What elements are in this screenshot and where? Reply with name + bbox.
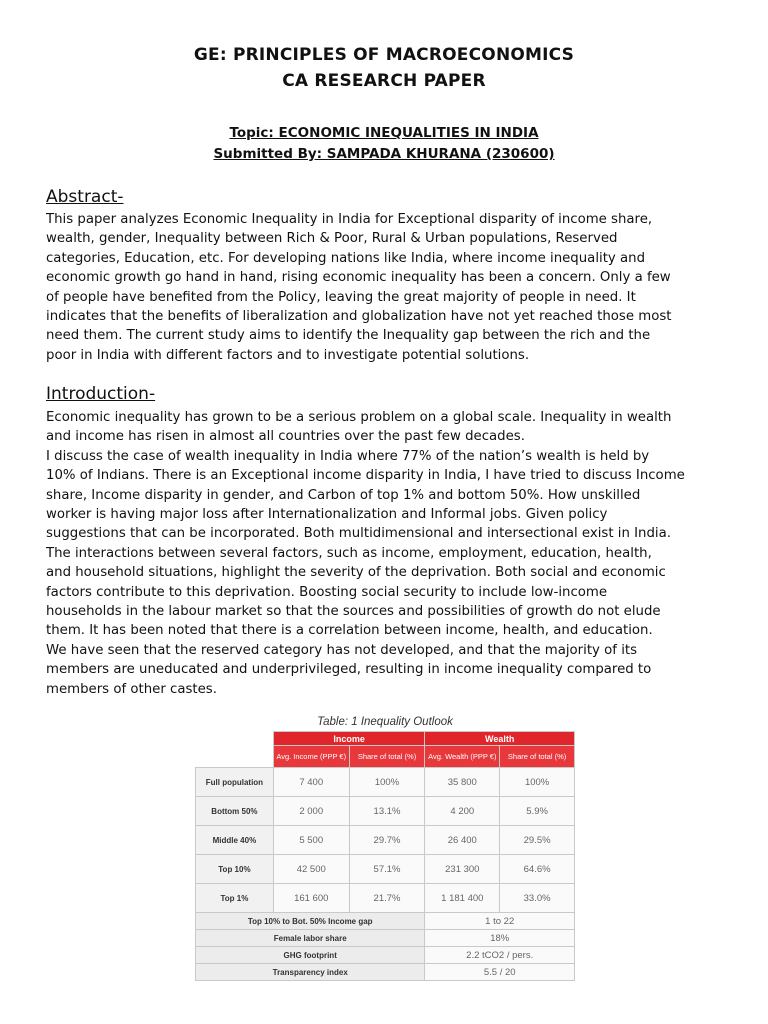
intro-line: 10% of Indians. There is an Exceptional income disparity in India, I have tried to discuss Income <box>46 468 685 484</box>
income-share-cell: 100% <box>349 768 425 797</box>
avg-income-header: Avg. Income (PPP €) <box>273 746 349 768</box>
intro-line: factors contribute to this deprivation. Boosting social security to include low-income <box>46 584 608 600</box>
income-share-cell: 57.1% <box>349 855 425 884</box>
table-corner <box>196 732 274 746</box>
wealth-share-cell: 100% <box>500 768 575 797</box>
abstract-heading: Abstract- <box>46 187 124 207</box>
summary-row <box>196 964 575 981</box>
intro-line: share, Income disparity in gender, and Carbon of top 1% and bottom 50%. How unskilled <box>46 487 641 503</box>
income-share-cell: 29.7% <box>349 826 425 855</box>
row-label: Middle 40% <box>196 826 274 855</box>
intro-line: and income has risen in almost all countries over the past few decades. <box>46 429 525 445</box>
income-group-header: Income <box>273 732 425 746</box>
summary-label: Transparency index <box>196 964 425 981</box>
intro-line: The interactions between several factors, such as income, employment, education, health, <box>46 545 652 561</box>
avg-wealth-header: Avg. Wealth (PPP €) <box>425 746 500 768</box>
summary-label: GHG footprint <box>196 947 425 964</box>
wealth-share-cell: 33.0% <box>500 884 575 913</box>
title-line-2: CA RESEARCH PAPER <box>282 71 486 91</box>
table-caption: Table: 1 Inequality Outlook <box>317 716 453 728</box>
introduction-heading: Introduction- <box>46 384 156 404</box>
table-row <box>196 826 575 855</box>
avg-income-cell: 161 600 <box>273 884 349 913</box>
intro-line: Economic inequality has grown to be a serious problem on a global scale. Inequality in wealth <box>46 410 672 425</box>
wealth-group-header: Wealth <box>425 732 575 746</box>
income-share-header: Share of total (%) <box>349 746 425 768</box>
intro-line: members of other castes. <box>46 681 217 697</box>
row-label: Top 10% <box>196 855 274 884</box>
avg-wealth-cell: 26 400 <box>425 826 500 855</box>
table-row <box>196 797 575 826</box>
summary-label: Top 10% to Bot. 50% Income gap <box>196 913 425 930</box>
summary-value: 5.5 / 20 <box>425 964 575 981</box>
abstract-line: of people have benefited from the Policy, leaving the great majority of people in need. It <box>46 289 636 305</box>
title-line-1: GE: PRINCIPLES OF MACROECONOMICS <box>193 45 575 65</box>
table-row <box>196 768 575 797</box>
intro-line: We have seen that the reserved category has not developed, and that the majority of its <box>46 642 638 658</box>
income-share-cell: 13.1% <box>349 797 425 826</box>
intro-line: worker is having major loss after Internationalization and Informal jobs. Given policy <box>46 507 608 523</box>
intro-line: them. It has been noted that there is a correlation between income, health, and education. <box>46 623 653 639</box>
abstract-line: indicates that the benefits of liberalization and globalization have not yet reached those most <box>46 309 672 325</box>
table-row <box>196 855 575 884</box>
row-label: Top 1% <box>196 884 274 913</box>
abstract-line: poor in India with different factors and to investigate potential solutions. <box>46 347 530 363</box>
wealth-share-cell: 64.6% <box>500 855 575 884</box>
wealth-share-cell: 5.9% <box>500 797 575 826</box>
table-corner <box>196 746 274 768</box>
intro-line: and household situations, highlight the severity of the deprivation. Both social and economic <box>46 565 666 581</box>
avg-wealth-cell: 4 200 <box>425 797 500 826</box>
abstract-line: This paper analyzes Economic Inequality in India for Exceptional disparity of income share, <box>46 212 653 227</box>
summary-row <box>196 913 575 930</box>
abstract-line: wealth, gender, Inequality between Rich & Poor, Rural & Urban populations, Reserved <box>46 231 618 247</box>
inequality-outlook-table <box>195 731 575 981</box>
table-column-header-row <box>196 746 575 768</box>
wealth-share-cell: 29.5% <box>500 826 575 855</box>
avg-wealth-cell: 1 181 400 <box>425 884 500 913</box>
wealth-share-header: Share of total (%) <box>500 746 575 768</box>
intro-line: suggestions that can be incorporated. Both multidimensional and intersectional exist in India. <box>46 526 671 542</box>
avg-income-cell: 2 000 <box>273 797 349 826</box>
summary-value: 1 to 22 <box>425 913 575 930</box>
avg-wealth-cell: 35 800 <box>425 768 500 797</box>
avg-income-cell: 7 400 <box>273 768 349 797</box>
summary-row <box>196 947 575 964</box>
income-share-cell: 21.7% <box>349 884 425 913</box>
abstract-line: economic growth go hand in hand, rising economic inequality has been a concern. Only a few <box>46 270 671 286</box>
row-label: Bottom 50% <box>196 797 274 826</box>
summary-label: Female labor share <box>196 930 425 947</box>
submitted-by-line: Submitted By: SAMPADA KHURANA (230600) <box>213 146 555 162</box>
abstract-line: need them. The current study aims to identify the Inequality gap between the rich and the <box>46 328 651 344</box>
topic-line: Topic: ECONOMIC INEQUALITIES IN INDIA <box>229 125 539 141</box>
intro-line: I discuss the case of wealth inequality in India where 77% of the nation’s wealth is held by <box>46 448 650 464</box>
row-label: Full population <box>196 768 274 797</box>
introduction-paragraph <box>46 408 722 699</box>
avg-income-cell: 42 500 <box>273 855 349 884</box>
summary-value: 18% <box>425 930 575 947</box>
summary-row <box>196 930 575 947</box>
abstract-paragraph <box>46 210 722 365</box>
table-group-header-row <box>196 732 575 746</box>
table-row <box>196 884 575 913</box>
intro-line: households in the labour market so that the sources and possibilities of growth do not elude <box>46 604 661 620</box>
summary-value: 2.2 tCO2 / pers. <box>425 947 575 964</box>
abstract-line: categories, Education, etc. For developing nations like India, where income inequality and <box>46 250 646 266</box>
avg-wealth-cell: 231 300 <box>425 855 500 884</box>
avg-income-cell: 5 500 <box>273 826 349 855</box>
intro-line: members are uneducated and underprivileged, resulting in income inequality compared to <box>46 662 652 678</box>
